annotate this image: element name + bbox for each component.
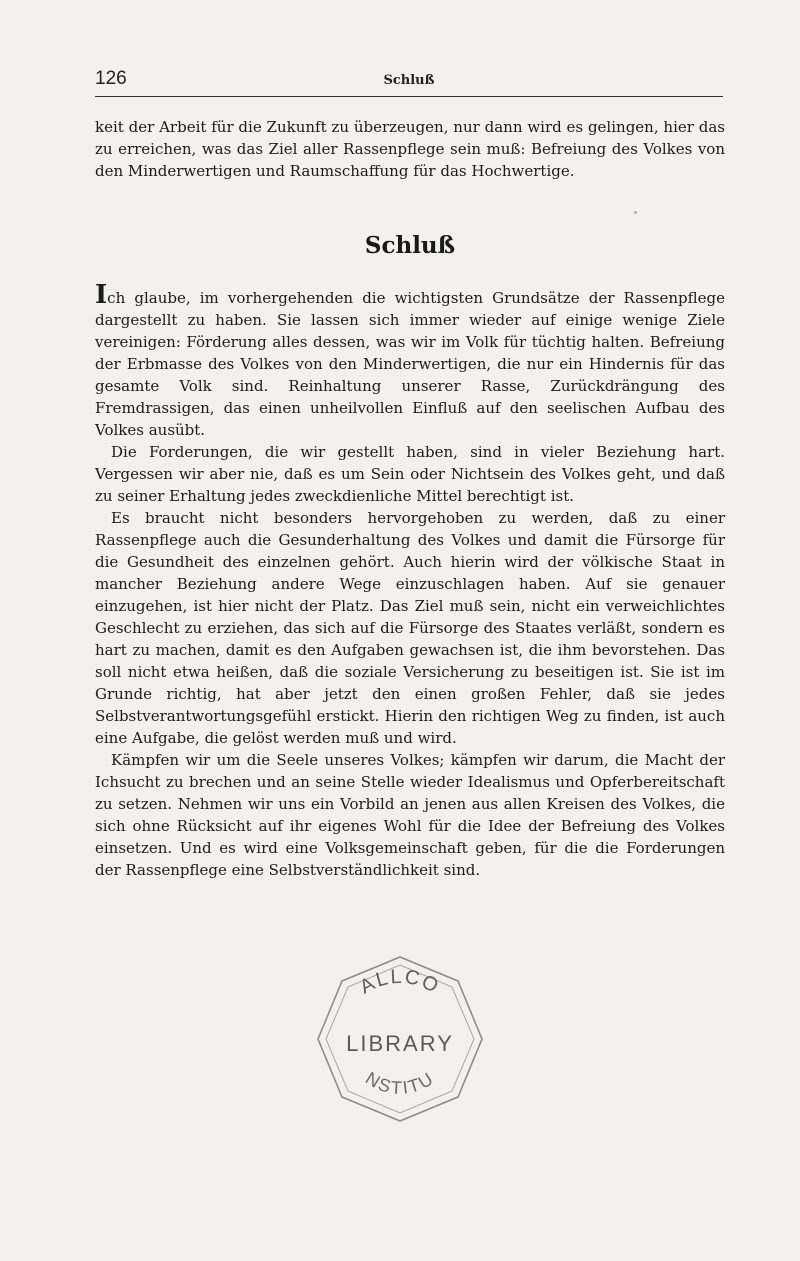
section-title: Schluß [364, 232, 456, 259]
page-number: 126 [95, 68, 127, 89]
main-text [95, 280, 725, 881]
intro-paragraph-block [95, 116, 725, 182]
intro-paragraph: keit der Arbeit für die Zukunft zu überzeugen, nur dann wird es gelingen, hier das zu erreichen, was das Ziel aller Rassenpflege sein muß: Befreiung des Volkes von den Minderwertigen und Raumschaffung für das Hochwertige. [95, 118, 725, 180]
paragraph: Die Forderungen, die wir gestellt haben, sind in vieler Beziehung hart. Vergessen wir aber nie, daß es um Sein oder Nichtsein des Volkes geht, und daß zu seiner Erhaltung jedes zweckdienliche Mittel berechtigt ist. [95, 443, 725, 505]
library-stamp [312, 951, 488, 1127]
paragraph: Es braucht nicht besonders hervorgehoben zu werden, daß zu einer Rassenpflege auch die Gesunderhaltung des Volkes und damit die Fürsorge für die Gesundheit des einzelnen gehört. Auch hierin wird der völkische Staat in mancher Beziehung andere Wege einzuschlagen haben. Auf sie genauer einzugehen, ist hier nicht der Platz. Das Ziel muß sein, nicht ein verweichlichtes Geschlecht zu erziehen, das sich auf die Fürsorge des Staates verläßt, sondern es hart zu machen, damit es den Aufgaben gewachsen ist, die ihm bevorstehen. Das soll nicht etwa heißen, daß die soziale Versicherung zu beseitigen ist. Sie ist im Grunde richtig, hat aber jetzt den einen großen Fehler, daß sie jedes Selbstverantwortungsgefühl erstickt. Hierin den richtigen Weg zu finden, ist auch eine Aufgabe, die gelöst werden muß und wird. [95, 509, 725, 747]
stamp-center-text: LIBRARY [346, 1031, 454, 1056]
page-header [95, 62, 723, 97]
stamp-top-text: ALLCO [356, 965, 444, 999]
running-title: Schluß [383, 73, 435, 88]
paragraph: Kämpfen wir um die Seele unseres Volkes; kämpfen wir darum, die Macht der Ichsucht zu brechen und an seine Stelle wieder Idealismus und Opferbereitschaft zu setzen. Nehmen wir uns ein Vorbild an jenen aus allen Kreisen des Volkes, die sich ohne Rücksicht auf ihr eigenes Wohl für die Idee der Befreiung des Volkes einsetzen. Und es wird eine Volksgemeinschaft geben, für die die Forderungen der Rassenpflege eine Selbstverständlichkeit sind. [95, 751, 725, 879]
paragraph: Ich glaube, im vorhergehenden die wichtigsten Grundsätze der Rassenpflege dargestellt zu haben. Sie lassen sich immer wieder auf einige wenige Ziele vereinigen: Förderung alles dessen, was wir im Volk für tüchtig halten. Befreiung der Erbmasse des Volkes von den Minderwertigen, die nur ein Hindernis für das gesamte Volk sind. Reinhaltung unserer Rasse, Zurückdrängung des Fremdrassigen, das einen unheilvollen Einfluß auf den seelischen Aufbau des Volkes ausübt. [95, 280, 725, 439]
library-stamp-graphic [312, 951, 488, 1127]
stamp-bottom-text: NSTITU [362, 1067, 438, 1099]
ink-speck [634, 211, 637, 214]
